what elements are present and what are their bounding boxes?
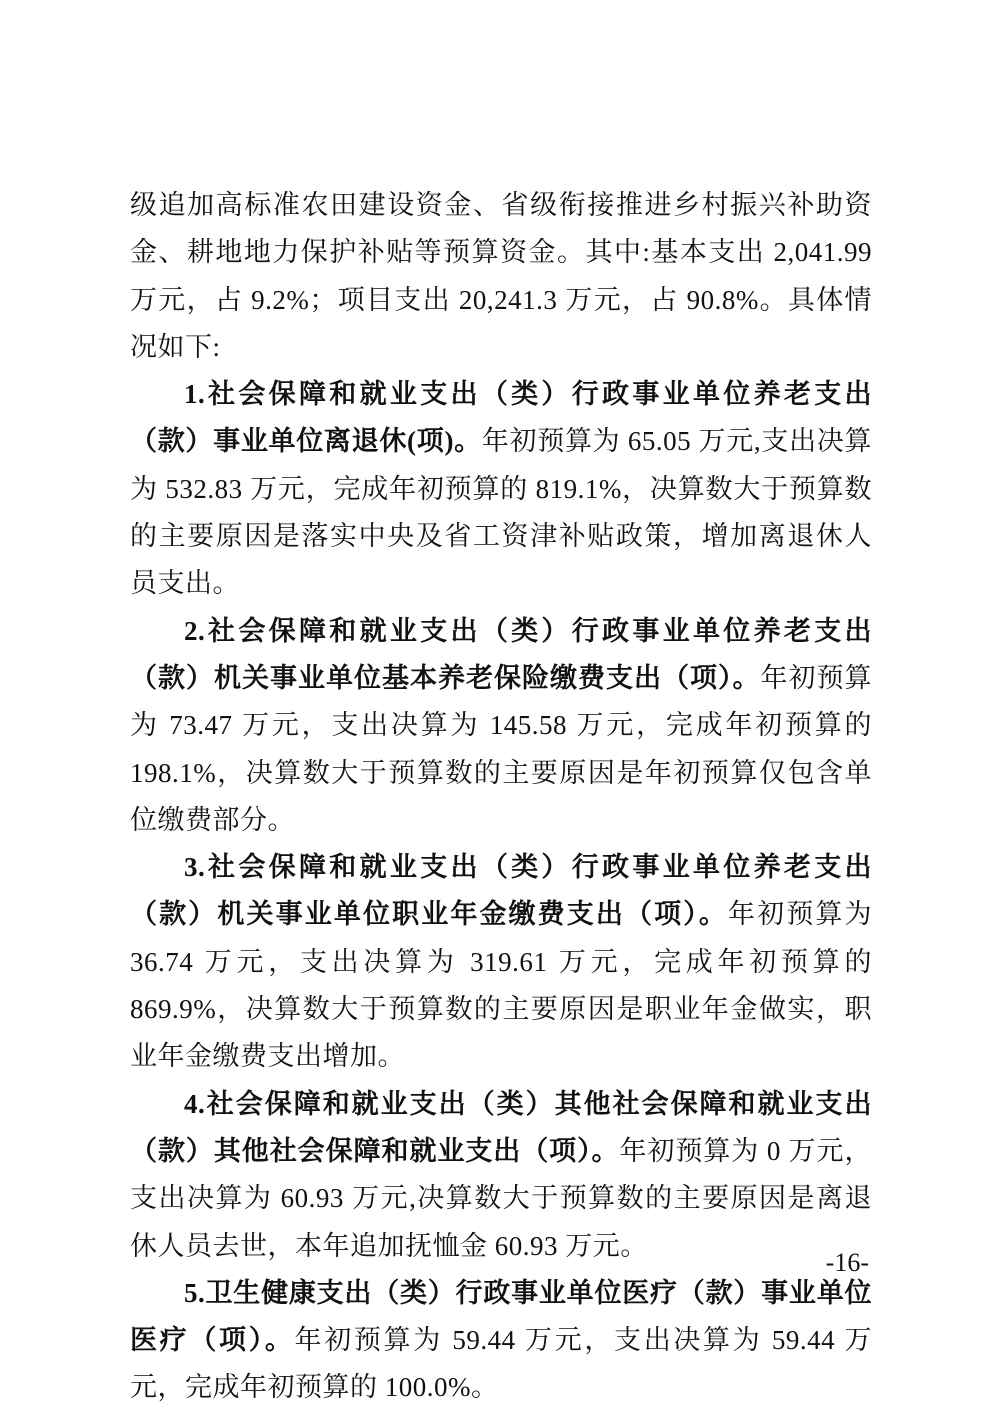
paragraph-text: 年初预算为 73.47 万元，支出决算为 145.58 万元，完成年初预算的 198.1%，决算数大于预算数的主要原因是年初预算仅包含单位缴费部分。	[130, 662, 872, 835]
paragraph-text: 年初预算为 0 万元，支出决算为 60.93 万元,决算数大于预算数的主要原因是离退休人员去世，本年追加抚恤金 60.93 万元。	[130, 1135, 872, 1261]
page-number: -16-	[825, 1248, 869, 1277]
paragraph-text: 级追加高标准农田建设资金、省级衔接推进乡村振兴补助资金、耕地地力保护补贴等预算资金。其中:基本支出 2,041.99 万元，占 9.2%；项目支出 20,241.3 万元，占 90.8%。具体情况如下:	[130, 190, 872, 362]
paragraph-text: 5.卫生健康支出（类）行政事业单位医疗（款）事业单位医疗（项）。	[130, 1277, 872, 1356]
para-item-3	[130, 844, 872, 1080]
paragraph-text: 4.社会保障和就业支出（类）其他社会保障和就业支出（款）其他社会保障和就业支出（项）。	[130, 1088, 872, 1166]
para-item-1	[130, 371, 872, 607]
para-intro	[130, 182, 872, 371]
paragraph-text: 1.社会保障和就业支出（类）行政事业单位养老支出（款）事业单位离退休(项)。	[130, 379, 872, 457]
para-item-2	[130, 608, 872, 844]
para-item-4	[130, 1081, 872, 1270]
document-body	[130, 182, 872, 1412]
para-item-5	[130, 1270, 872, 1412]
paragraph-text: 年初预算为 65.05 万元,支出决算为 532.83 万元，完成年初预算的 819.1%，决算数大于预算数的主要原因是落实中央及省工资津补贴政策，增加离退休人员支出。	[130, 426, 872, 599]
paragraph-text: 3.社会保障和就业支出（类）行政事业单位养老支出（款）机关事业单位职业年金缴费支出（项）。	[130, 852, 872, 930]
paragraph-text: 年初预算为 36.74 万元，支出决算为 319.61 万元，完成年初预算的 869.9%，决算数大于预算数的主要原因是职业年金做实，职业年金缴费支出增加。	[130, 899, 873, 1072]
paragraph-text: 年初预算为 59.44 万元，支出决算为 59.44 万元，完成年初预算的 100.0%。	[130, 1325, 873, 1403]
paragraph-text: 2.社会保障和就业支出（类）行政事业单位养老支出（款）机关事业单位基本养老保险缴费支出（项）。	[130, 615, 872, 693]
